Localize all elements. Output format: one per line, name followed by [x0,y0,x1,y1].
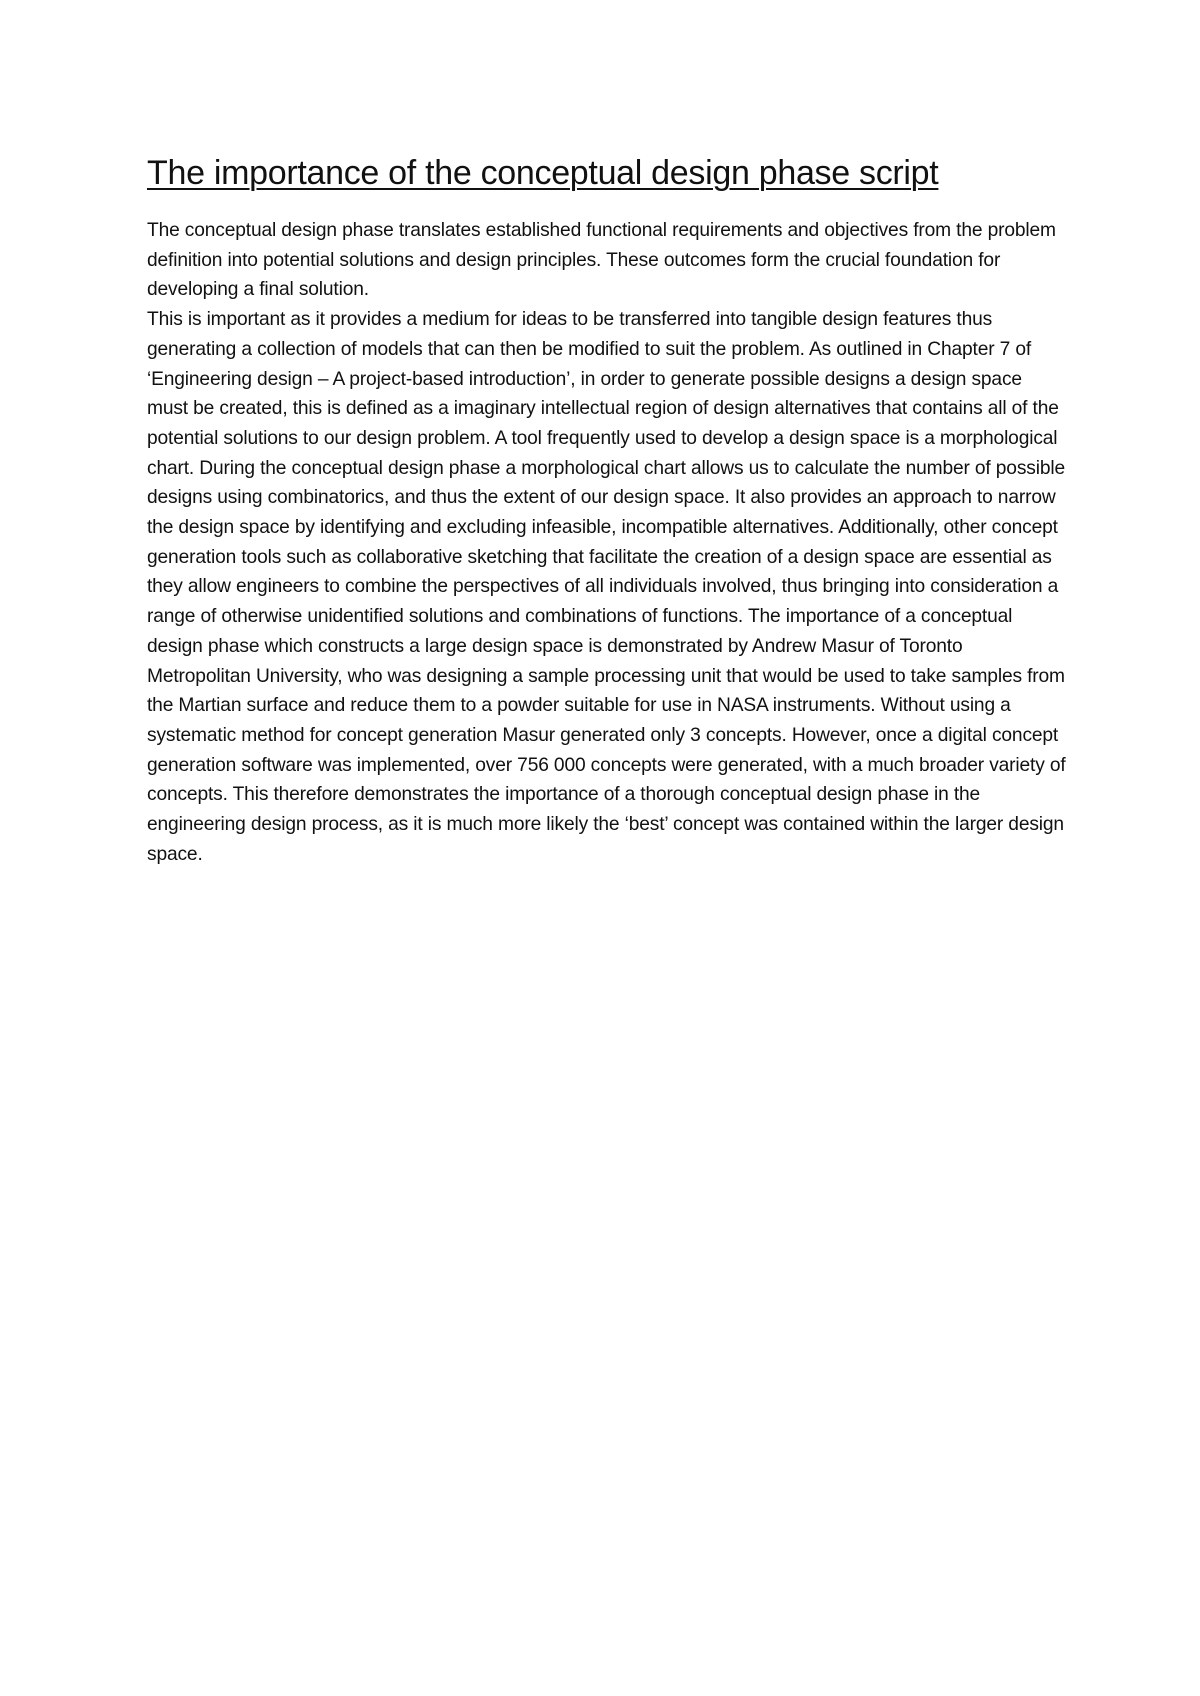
document-body [147,150,1067,869]
paragraph-main: This is important as it provides a medium for ideas to be transferred into tangible design features thus generating a collection of models that can then be modified to suit the problem. As outlined in Chapter 7 of ‘Engineering design – A project-based introduction’, in order to generate possible designs a design space must be created, this is defined as a imaginary intellectual region of design alternatives that contains all of the potential solutions to our design problem. A tool frequently used to develop a design space is a morphological chart. During the conceptual design phase a morphological chart allows us to calculate the number of possible designs using combinatorics, and thus the extent of our design space. It also provides an approach to narrow the design space by identifying and excluding infeasible, incompatible alternatives. Additionally, other concept generation tools such as collaborative sketching that facilitate the creation of a design space are essential as they allow engineers to combine the perspectives of all individuals involved, thus bringing into consideration a range of otherwise unidentified solutions and combinations of functions. The importance of a conceptual design phase which constructs a large design space is demonstrated by Andrew Masur of Toronto Metropolitan University, who was designing a sample processing unit that would be used to take samples from the Martian surface and reduce them to a powder suitable for use in NASA instruments. Without using a systematic method for concept generation Masur generated only 3 concepts. However, once a digital concept generation software was implemented, over 756 000 concepts were generated, with a much broader variety of concepts. This therefore demonstrates the importance of a thorough conceptual design phase in the engineering design process, as it is much more likely the ‘best’ concept was contained within the larger design space. [147,309,1066,865]
paragraph-intro: The conceptual design phase translates established functional requirements and objectives from the problem definition into potential solutions and design principles. These outcomes form the crucial foundation for developing a final solution. [147,220,1056,301]
document-title: The importance of the conceptual design phase script [147,154,939,192]
